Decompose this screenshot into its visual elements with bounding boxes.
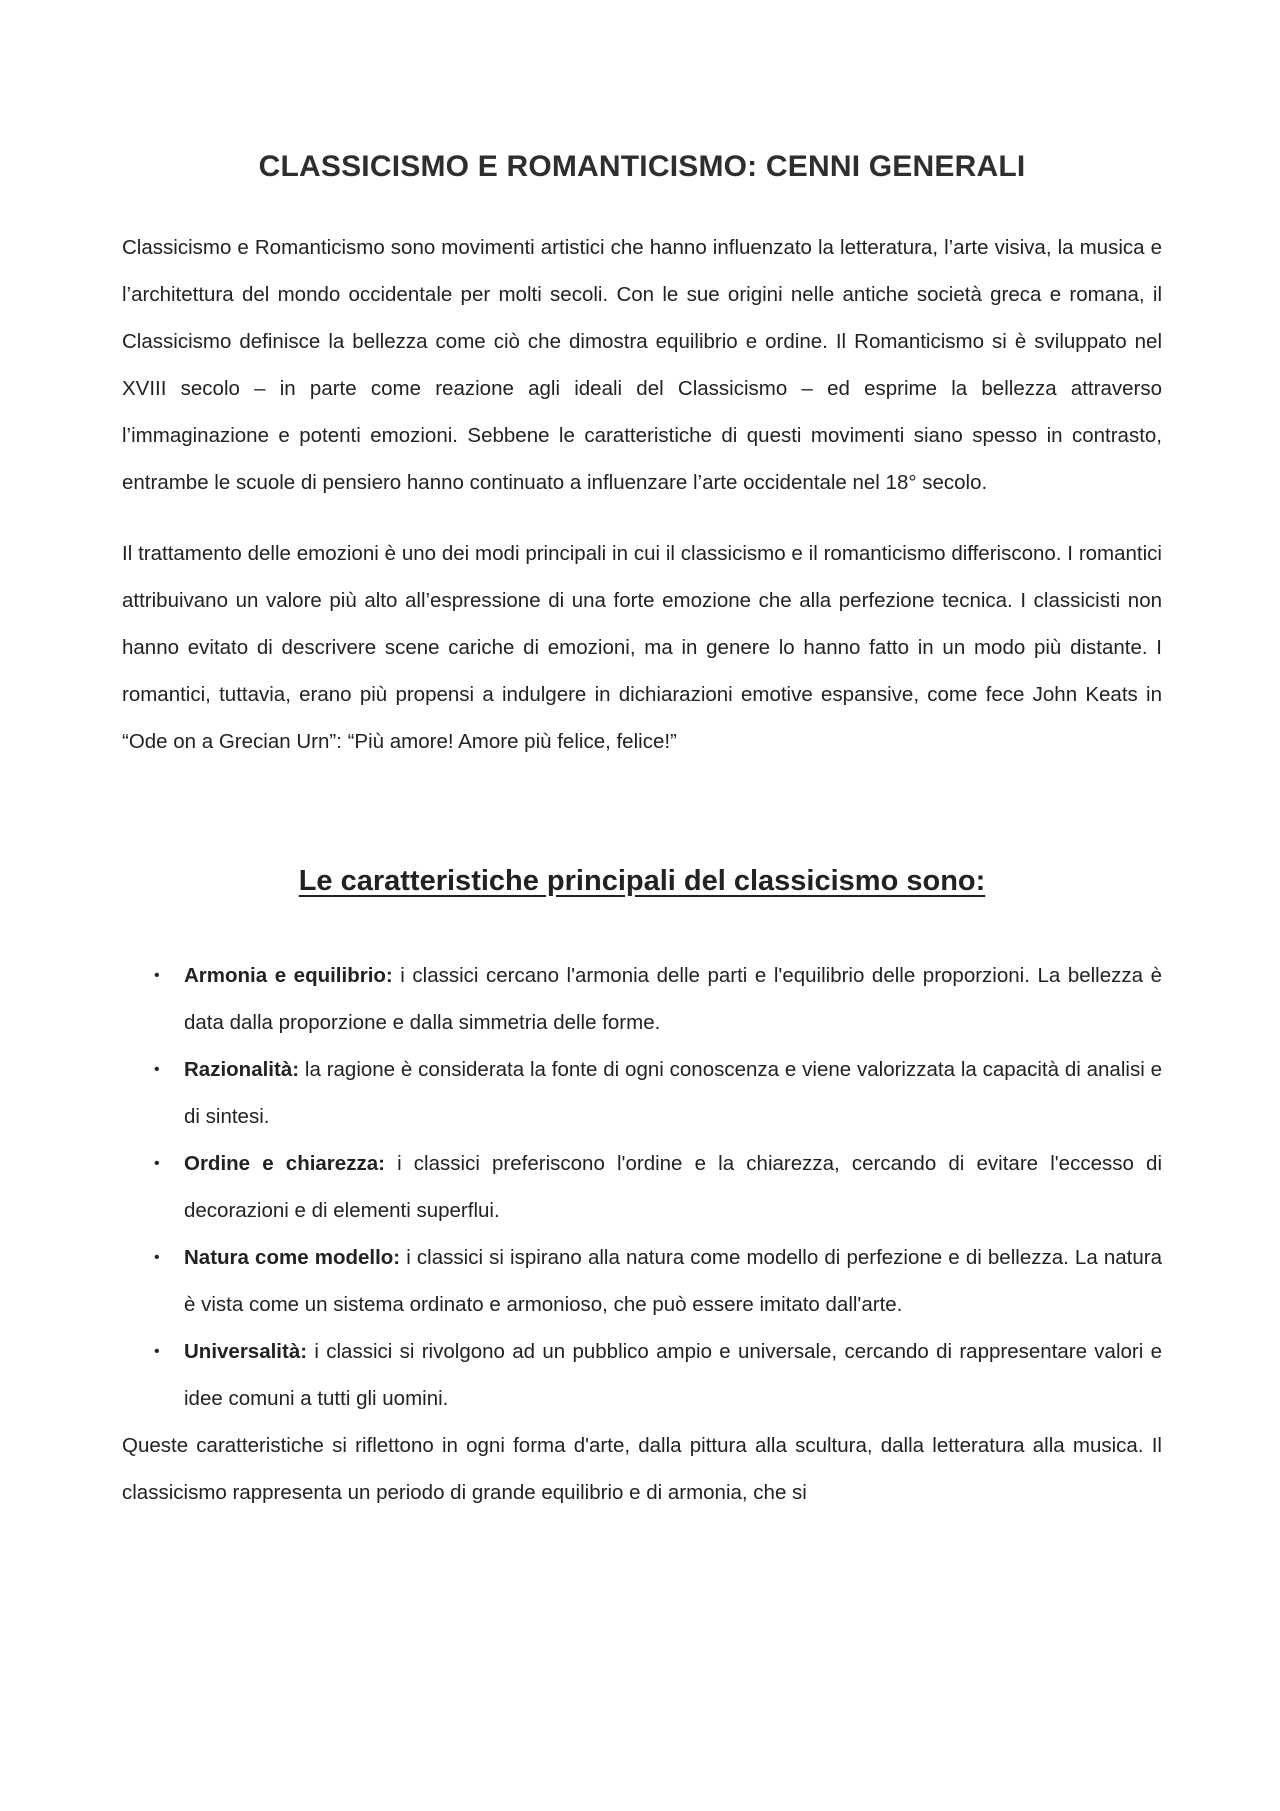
list-item-term: Natura come modello: xyxy=(184,1246,401,1269)
list-item xyxy=(154,952,1162,1046)
document-page xyxy=(122,150,1162,1516)
list-item-text: i classici si ispirano alla natura come modello di perfezione e di bellezza. La natura è vista come un sistema ordinato e armonioso, che può essere imitato dall'arte. xyxy=(184,1246,1162,1316)
section-title: Le caratteristiche principali del classicismo sono: xyxy=(298,865,986,897)
emotions-paragraph: Il trattamento delle emozioni è uno dei modi principali in cui il classicismo e il romanticismo differiscono. I romantici attribuivano un valore più alto all’espressione di una forte emozione che alla perfezione tecnica. I classicisti non hanno evitato di descrivere scene cariche di emozioni, ma in genere lo hanno fatto in un modo più distante. I romantici, tuttavia, erano più propensi a indulgere in dichiarazioni emotive espansive, come fece John Keats in “Ode on a Grecian Urn”: “Più amore! Amore più felice, felice!” xyxy=(122,542,1162,753)
list-item xyxy=(154,1140,1162,1234)
document-title: CLASSICISMO E ROMANTICISMO: CENNI GENERALI xyxy=(258,150,1026,183)
bullet-icon: • xyxy=(154,1155,160,1172)
bullet-icon: • xyxy=(154,1343,160,1360)
characteristics-list xyxy=(122,952,1162,1422)
bullet-icon: • xyxy=(154,1061,160,1078)
bullet-icon: • xyxy=(154,967,160,984)
intro-paragraph: Classicismo e Romanticismo sono movimenti artistici che hanno influenzato la letteratura, l’arte visiva, la musica e l’architettura del mondo occidentale per molti secoli. Con le sue origini nelle antiche società greca e romana, il Classicismo definisce la bellezza come ciò che dimostra equilibrio e ordine. Il Romanticismo si è sviluppato nel XVIII secolo – in parte come reazione agli ideali del Classicismo – ed esprime la bellezza attraverso l’immaginazione e potenti emozioni. Sebbene le caratteristiche di questi movimenti siano spesso in contrasto, entrambe le scuole di pensiero hanno continuato a influenzare l’arte occidentale nel 18° secolo. xyxy=(122,236,1162,494)
list-item-text: i classici si rivolgono ad un pubblico ampio e universale, cercando di rappresentare valori e idee comuni a tutti gli uomini. xyxy=(184,1340,1162,1410)
list-item xyxy=(154,1328,1162,1422)
closing-paragraph: Queste caratteristiche si riflettono in ogni forma d'arte, dalla pittura alla scultura, dalla letteratura alla musica. Il classicismo rappresenta un periodo di grande equilibrio e di armonia, che si xyxy=(122,1434,1162,1504)
list-item xyxy=(154,1046,1162,1140)
list-item-text: i classici preferiscono l'ordine e la chiarezza, cercando di evitare l'eccesso di decorazioni e di elementi superflui. xyxy=(184,1152,1162,1222)
list-item xyxy=(154,1234,1162,1328)
list-item-term: Razionalità: xyxy=(184,1058,300,1081)
list-item-text: i classici cercano l'armonia delle parti e l'equilibrio delle proporzioni. La bellezza è data dalla proporzione e dalla simmetria delle forme. xyxy=(184,964,1162,1034)
list-item-term: Armonia e equilibrio: xyxy=(184,964,393,987)
list-item-term: Universalità: xyxy=(184,1340,308,1363)
bullet-icon: • xyxy=(154,1249,160,1266)
list-item-term: Ordine e chiarezza: xyxy=(184,1152,385,1175)
list-item-text: la ragione è considerata la fonte di ogni conoscenza e viene valorizzata la capacità di analisi e di sintesi. xyxy=(184,1058,1162,1128)
